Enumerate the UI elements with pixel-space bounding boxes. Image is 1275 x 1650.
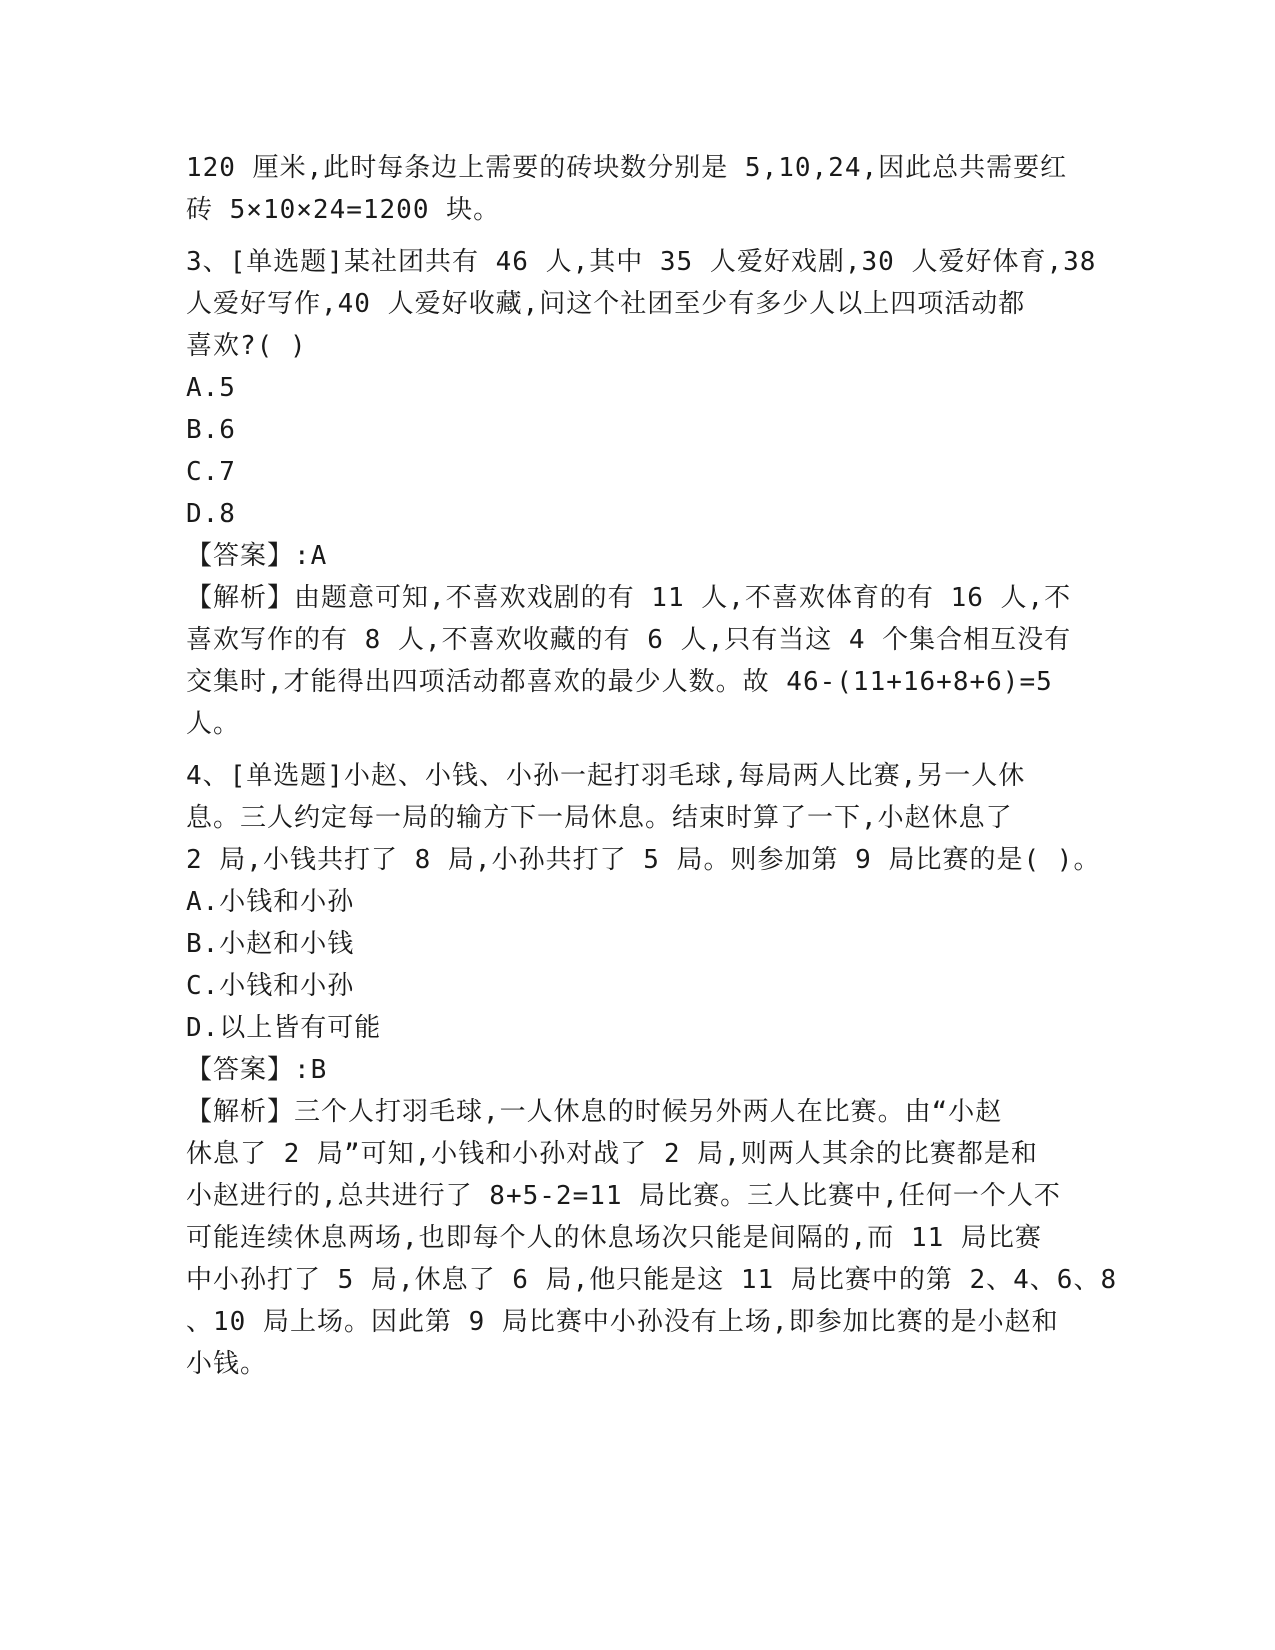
question-stem <box>186 755 1101 881</box>
option-d: D.8 <box>186 499 236 529</box>
text-line: 砖 5×10×24=1200 块。 <box>186 195 501 225</box>
text-line: 2 局,小钱共打了 8 局,小孙共打了 5 局。则参加第 9 局比赛的是( )。 <box>186 845 1101 875</box>
answer-text: 【答案】:B <box>186 1055 328 1085</box>
option-list <box>186 881 1086 1049</box>
option-c: C.7 <box>186 457 236 487</box>
previous-analysis-continuation <box>186 147 1086 231</box>
text-line: 喜欢写作的有 8 人,不喜欢收藏的有 6 人,只有当这 4 个集合相互没有 <box>186 625 1072 655</box>
text-line: 小钱。 <box>186 1349 268 1379</box>
text-line: 人。 <box>186 709 241 739</box>
answer-text: 【答案】:A <box>186 541 328 571</box>
text-line: 120 厘米,此时每条边上需要的砖块数分别是 5,10,24,因此总共需要红 <box>186 153 1068 183</box>
text-line: 息。三人约定每一局的输方下一局休息。结束时算了一下,小赵休息了 <box>186 803 1013 833</box>
text-line: 中小孙打了 5 局,休息了 6 局,他只能是这 11 局比赛中的第 2、4、6、8 <box>186 1265 1118 1295</box>
text-line: 可能连续休息两场,也即每个人的休息场次只能是间隔的,而 11 局比赛 <box>186 1223 1042 1253</box>
text-line: 休息了 2 局”可知,小钱和小孙对战了 2 局,则两人其余的比赛都是和 <box>186 1139 1038 1169</box>
option-b: B.6 <box>186 415 236 445</box>
text-line: 人爱好写作,40 人爱好收藏,问这个社团至少有多少人以上四项活动都 <box>186 289 1026 319</box>
text-line: 交集时,才能得出四项活动都喜欢的最少人数。故 46-(11+16+8+6)=5 <box>186 667 1053 697</box>
option-d: D.以上皆有可能 <box>186 1013 382 1043</box>
text-line: 、10 局上场。因此第 9 局比赛中小孙没有上场,即参加比赛的是小赵和 <box>186 1307 1059 1337</box>
option-list <box>186 367 1086 535</box>
text-line: 喜欢?( ) <box>186 331 307 361</box>
text-line: 【解析】由题意可知,不喜欢戏剧的有 11 人,不喜欢体育的有 16 人,不 <box>186 583 1072 613</box>
analysis-block <box>186 1091 1118 1385</box>
document-body <box>186 147 1118 1385</box>
option-c: C.小钱和小孙 <box>186 971 355 1001</box>
question-stem <box>186 241 1097 367</box>
text-line: 小赵进行的,总共进行了 8+5-2=11 局比赛。三人比赛中,任何一个人不 <box>186 1181 1061 1211</box>
question-3 <box>186 241 1097 745</box>
option-a: A.小钱和小孙 <box>186 887 355 917</box>
analysis-block <box>186 577 1086 745</box>
option-a: A.5 <box>186 373 236 403</box>
answer-line <box>186 1049 1086 1091</box>
question-4 <box>186 755 1118 1385</box>
text-line: 4、[单选题]小赵、小钱、小孙一起打羽毛球,每局两人比赛,另一人休 <box>186 761 1026 791</box>
text-line: 【解析】三个人打羽毛球,一人休息的时候另外两人在比赛。由“小赵 <box>186 1097 1003 1127</box>
option-b: B.小赵和小钱 <box>186 929 355 959</box>
answer-line <box>186 535 1086 577</box>
text-line: 3、[单选题]某社团共有 46 人,其中 35 人爱好戏剧,30 人爱好体育,38 <box>186 247 1097 277</box>
